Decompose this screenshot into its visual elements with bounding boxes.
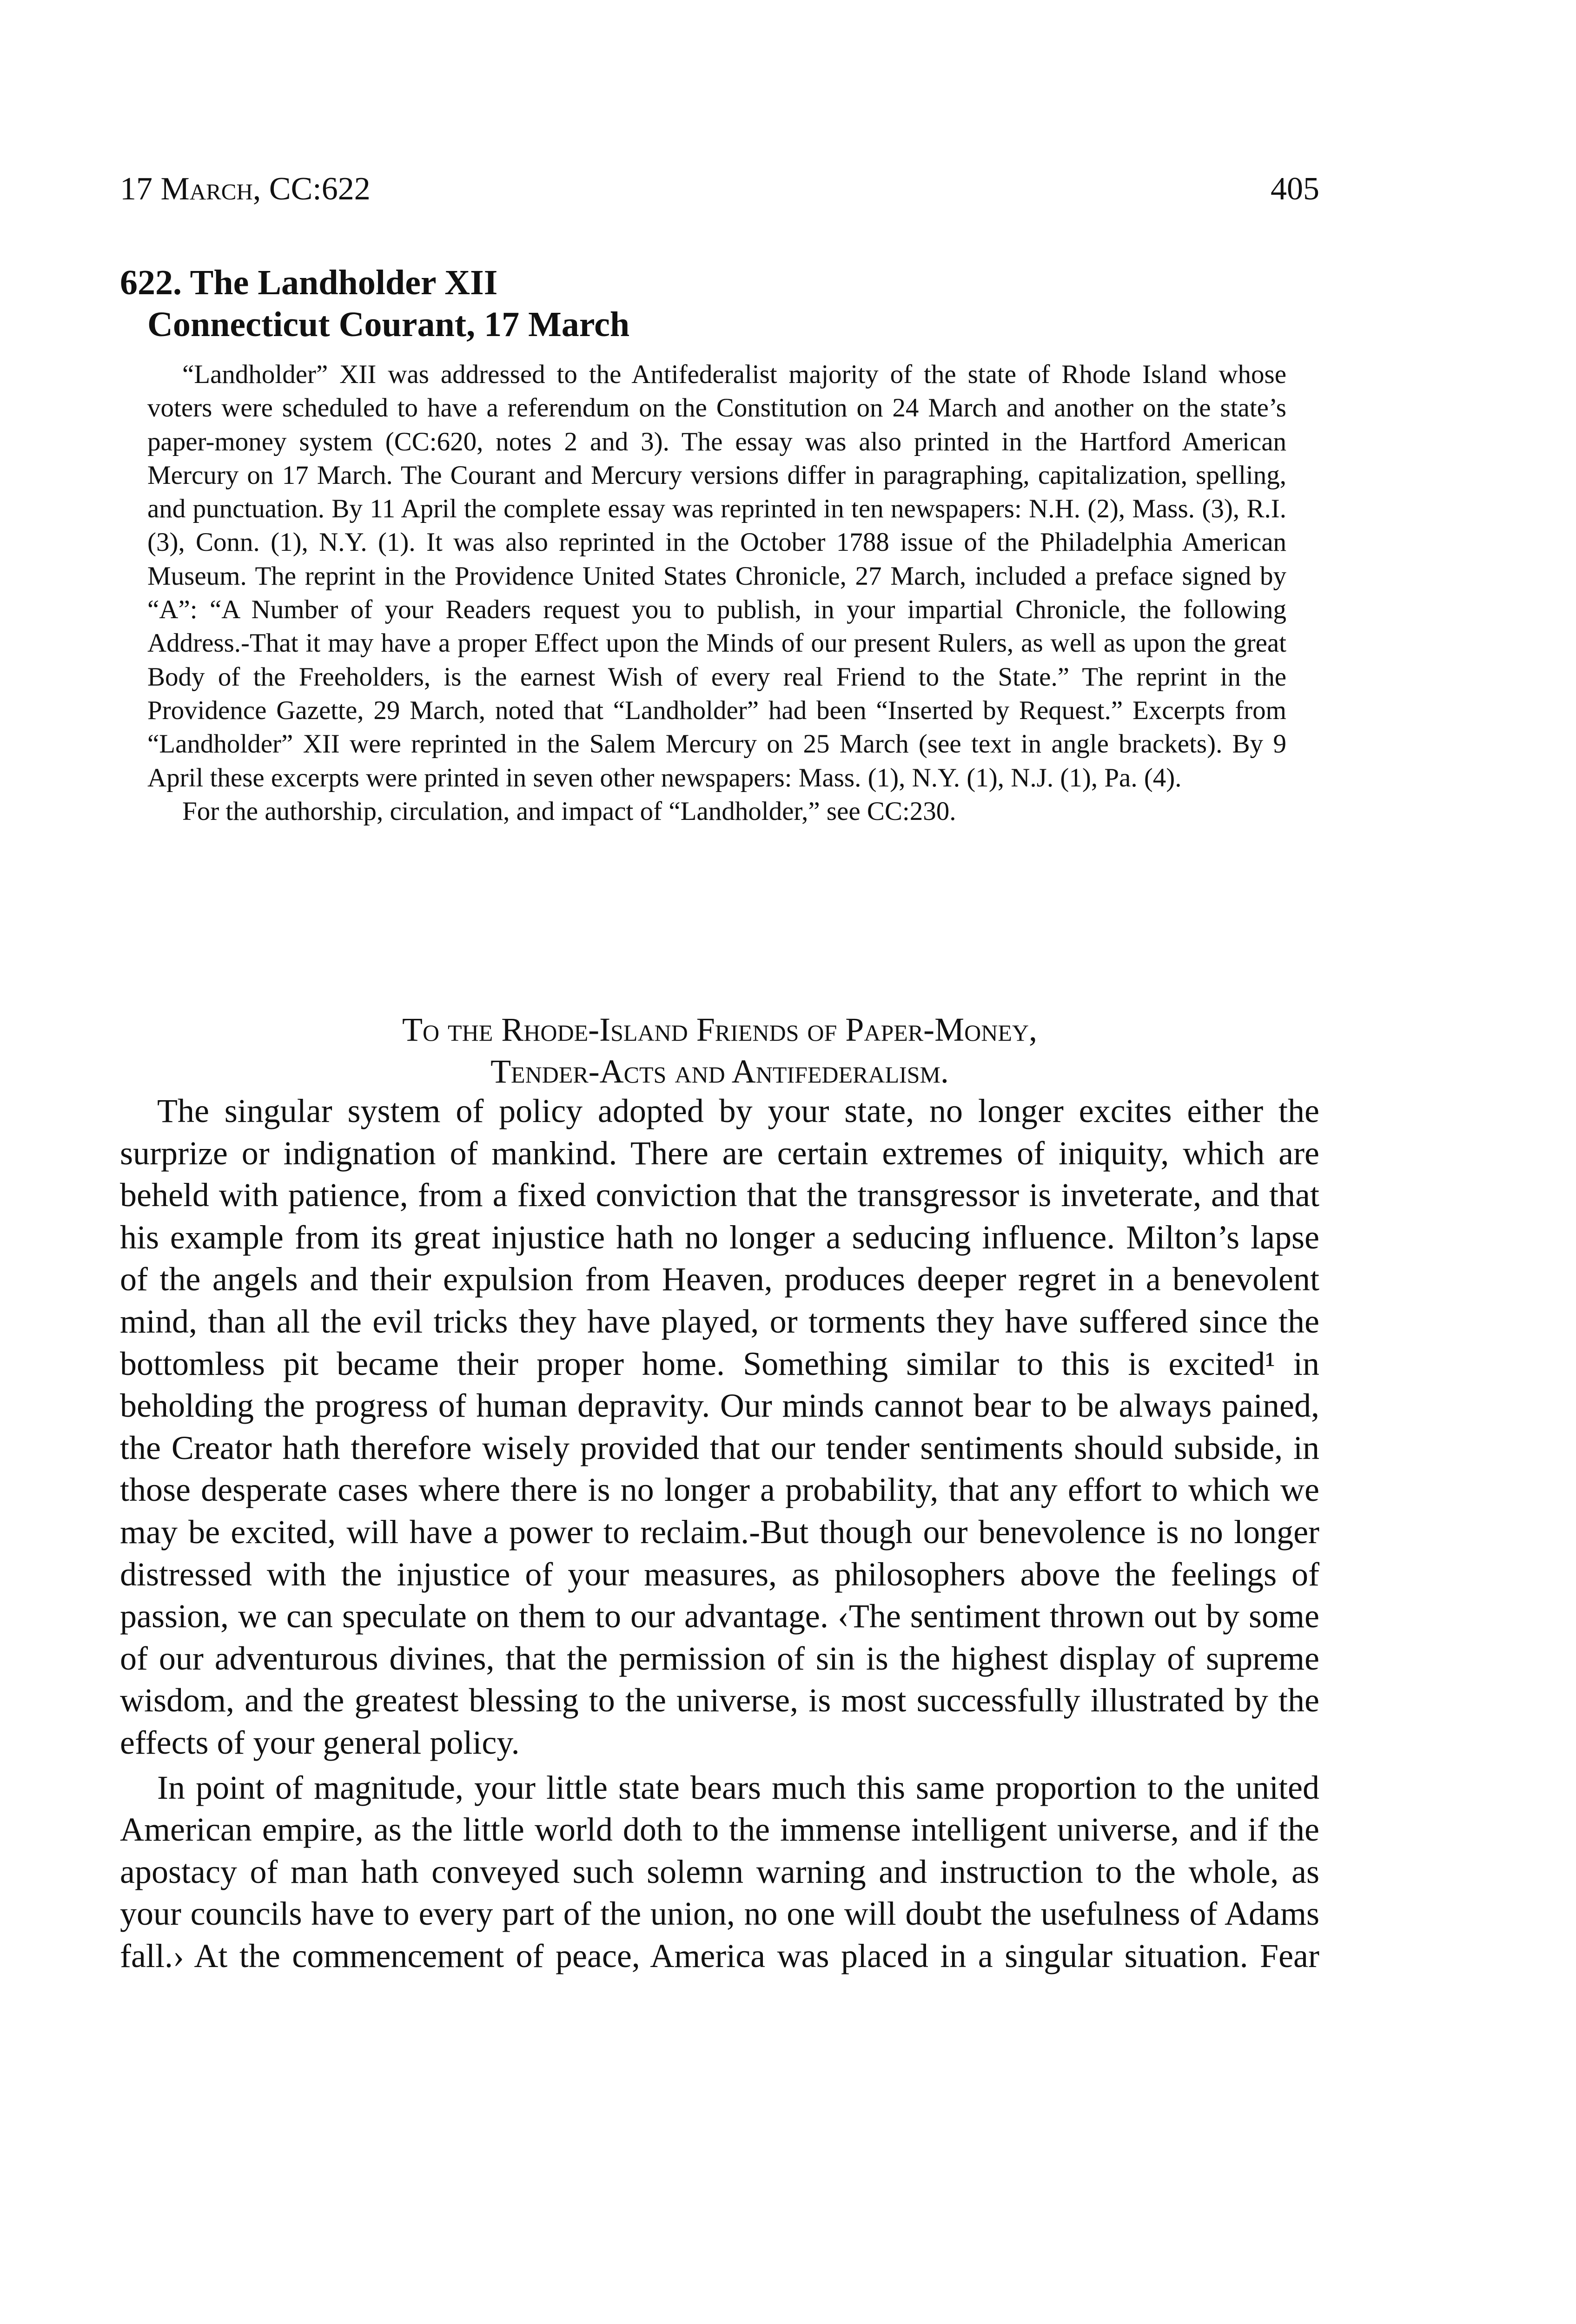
editorial-headnote (147, 358, 1286, 828)
headnote-paragraph: “Landholder” XII was addressed to the Antifederalist majority of the state of Rhode Island whose voters were scheduled to have a referendum on the Constitution on 24 March and another on the state’s paper-money system (CC:620, notes 2 and 3). The essay was also printed in the Hartford American Mercury on 17 March. The Courant and Mercury versions differ in paragraphing, capitalization, spelling, and punctuation. By 11 April the complete essay was reprinted in ten newspapers: N.H. (2), Mass. (3), R.I. (3), Conn. (1), N.Y. (1). It was also reprinted in the October 1788 issue of the Philadelphia American Museum. The reprint in the Providence United States Chronicle, 27 March, included a preface signed by “A”: “A Number of your Readers request you to publish, in your impartial Chronicle, the following Address.-That it may have a proper Effect upon the Minds of our present Rulers, as well as upon the great Body of the Freeholders, is the earnest Wish of every real Friend to the State.” The reprint in the Providence Gazette, 29 March, noted that “Landholder” had been “Inserted by Request.” Excerpts from “Landholder” XII were reprinted in the Salem Mercury on 25 March (see text in angle brackets). By 9 April these excerpts were printed in seven other newspapers: Mass. (1), N.Y. (1), N.J. (1), Pa. (4). (147, 360, 1286, 792)
address-line: Tender-Acts and Antifederalism. (490, 1053, 949, 1090)
headnote-paragraph: For the authorship, circulation, and impact of “Landholder,” see CC:230. (182, 796, 956, 826)
running-head-title: 17 March, CC:622 (120, 171, 371, 207)
address-line: To the Rhode-Island Friends of Paper-Money, (402, 1011, 1038, 1048)
essay-body (120, 1090, 1319, 1977)
page-number: 405 (1271, 171, 1319, 207)
document-source: Connecticut Courant, 17 March (147, 305, 630, 344)
body-paragraph: The singular system of policy adopted by your state, no longer excites either the surprize or indignation of mankind. There are certain extremes of iniquity, which are beheld with patience, from a fixed conviction that the transgressor is inveterate, and that his example from its great injustice hath no longer a seducing influence. Milton’s lapse of the angels and their expulsion from Heaven, produces deeper regret in a benevolent mind, than all the evil tricks they have played, or torments they have suffered since the bottomless pit became their proper home. Something similar to this is excited¹ in beholding the progress of human depravity. Our minds cannot bear to be always pained, the Creator hath therefore wisely provided that our tender sentiments should subside, in those desperate cases where there is no longer a probability, that any effort to which we may be excited, will have a power to reclaim.-But though our benevolence is no longer distressed with the injustice of your measures, as philosophers above the feelings of passion, we can speculate on them to our advantage. ‹The sentiment thrown out by some of our adventurous divines, that the permission of sin is the highest display of supreme wisdom, and the greatest blessing to the universe, is most successfully illustrated by the effects of your general policy. (120, 1092, 1319, 1761)
body-paragraph: In point of magnitude, your little state bears much this same proportion to the united American empire, as the little world doth to the immense intelligent universe, and if the apostacy of man hath conveyed such solemn warning and instruction to the whole, as your councils have to every part of the union, no one will doubt the usefulness of Adams fall.› At the commencement of peace, America was placed in a singular situation. Fear (120, 1769, 1319, 1974)
address-heading (120, 1009, 1319, 1092)
document-title: 622. The Landholder XII (120, 263, 498, 302)
